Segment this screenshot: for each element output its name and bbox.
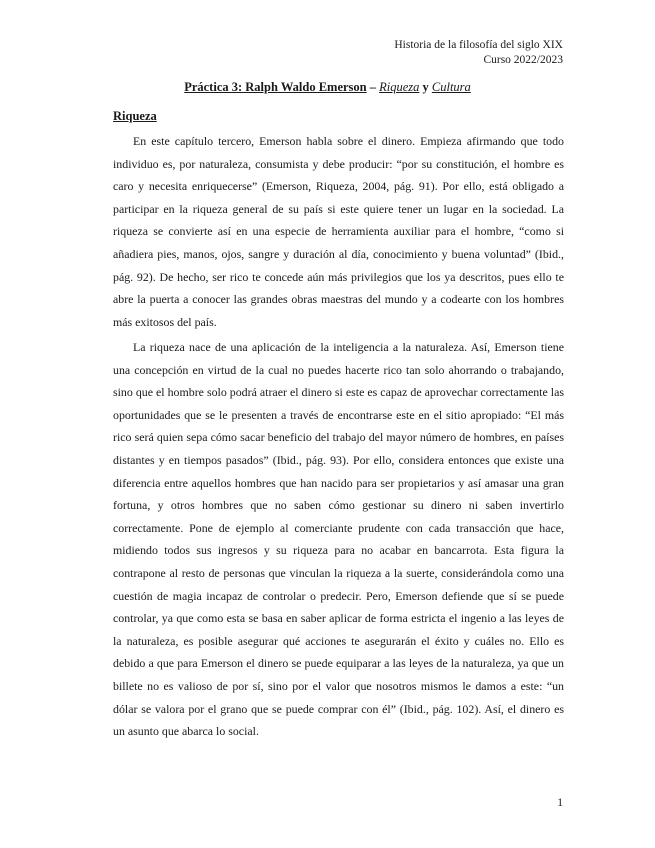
title-dash: – (366, 80, 380, 94)
section-heading: Riqueza (113, 109, 157, 123)
page-number: 1 (557, 797, 563, 809)
body-paragraph-1: En este capítulo tercero, Emerson habla sobre el dinero. Empieza afirmando que todo individuo es, por naturaleza, consumista y debe producir: “por su constitución, el hombre es caro y necesita enriquecerse” (Emerson, Riqueza, 2004, pág. 91). Por ello, está obligado a participar en la riqueza general de su país si este quiere tener un lugar en la sociedad. La riqueza se convierte así en una especie de herramienta auxiliar para el hombre, “como si añadiera pies, manos, ojos, sangre y duración al día, conocimiento y buena voluntad” (Ibid., pág. 92). De hecho, ser rico te concede aún más privilegios que los ya descritos, pues ello te abre la puerta a conocer las grandes obras maestras del mundo y a codearte con los hombres más exitosos del país. (113, 134, 564, 329)
title-prefix: Práctica 3: Ralph Waldo Emerson (184, 80, 367, 94)
title-work-cultura: Cultura (431, 80, 471, 94)
page-header (394, 38, 563, 68)
document-title (0, 80, 655, 95)
course-title: Historia de la filosofía del siglo XIX (394, 39, 563, 51)
title-work-riqueza: Riqueza (379, 80, 420, 94)
course-year: Curso 2022/2023 (483, 54, 563, 66)
body-paragraph-2: La riqueza nace de una aplicación de la inteligencia a la naturaleza. Así, Emerson tiene una concepción en virtud de la cual no puedes hacerte rico tan solo ahorrando o trabajando, sino que el hombre solo podrá atraer el dinero si este es capaz de aprovechar correctamente las oportunidades que se le presenten a través de encontrarse este en el sitio apropiado: “El más rico será quien sepa cómo sacar beneficio del trabajo del mayor número de hombres, en países distantes y en tiempos pasados” (Ibid., pág. 93). Por ello, considera entonces que existe una diferencia entre aquellos hombres que han nacido para ser propietarios y así amasar una gran fortuna, y otros hombres que no saben cómo gestionar su dinero ni saben invertirlo correctamente. Pone de ejemplo al comerciante prudente con cada transacción que hace, midiendo todos sus ingresos y su riqueza para no acabar en bancarrota. Esta figura la contrapone al resto de personas que vinculan la riqueza a la suerte, considerándola como una cuestión de magia incapaz de controlar o predecir. Pero, Emerson defiende que sí se puede controlar, ya que como esta se basa en saber aplicar de forma estricta el ingenio a las leyes de la naturaleza, es posible asegurar qué acciones te asegurarán el éxito y cuáles no. Ello es debido a que para Emerson el dinero se puede equiparar a las leyes de la naturaleza, ya que un billete no es valioso de por sí, sino por el valor que nosotros mismos le damos a este: “un dólar se valora por el grano que se puede comprar con él” (Ibid., pág. 102). Así, el dinero es un asunto que abarca lo social. (113, 340, 564, 739)
title-conjunction: y (419, 80, 432, 94)
